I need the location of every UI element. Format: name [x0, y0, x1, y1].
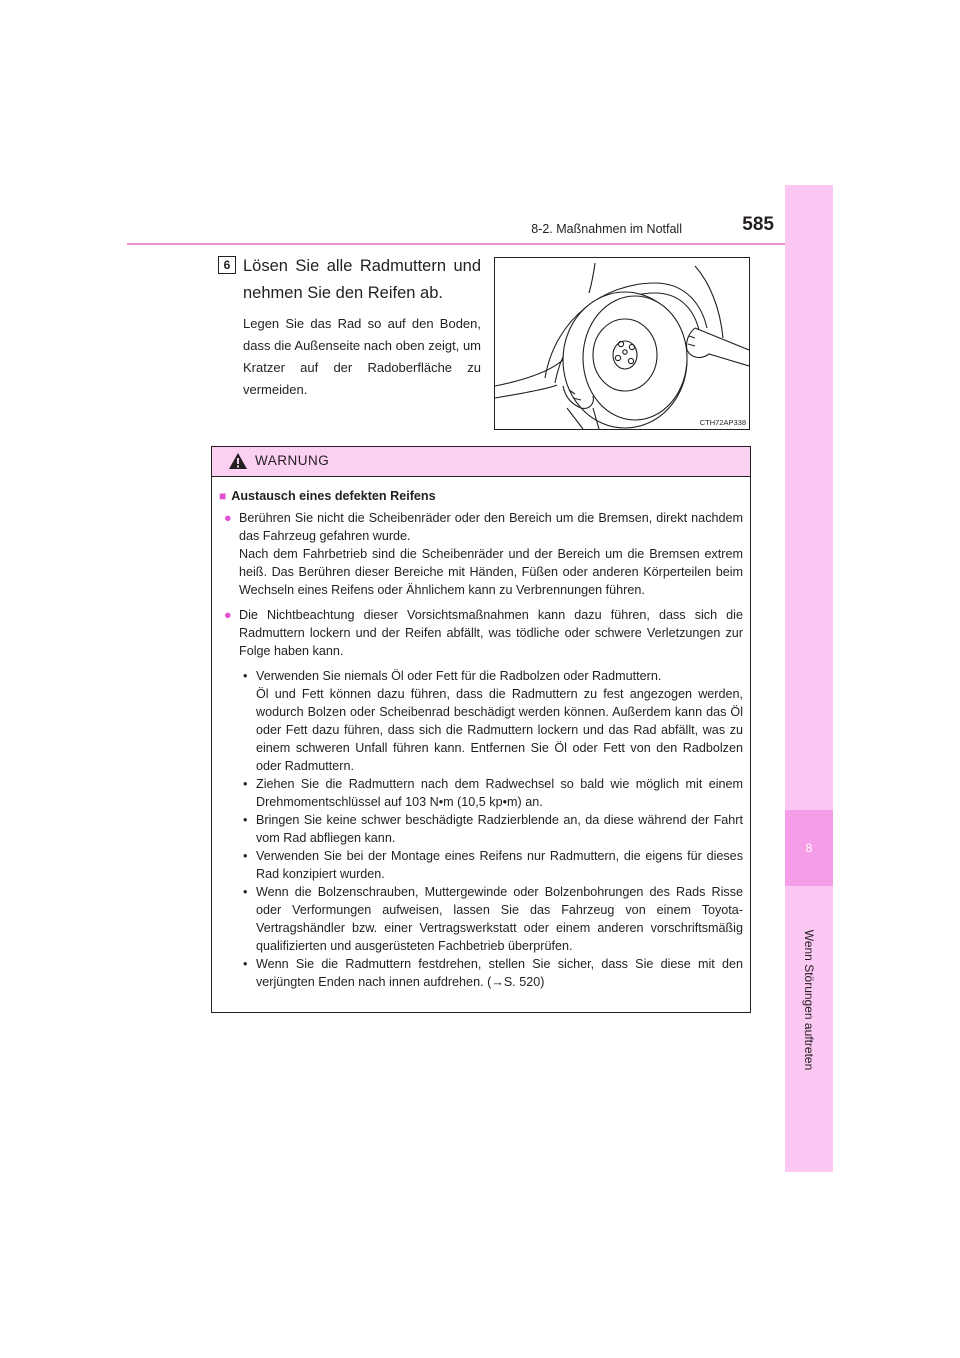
sublist-item — [243, 847, 743, 883]
figure-code: CTH72AP338 — [699, 418, 746, 427]
sublist-item — [243, 955, 743, 991]
sublist-item — [243, 883, 743, 955]
warning-triangle-icon — [228, 452, 248, 470]
sublist-item-text: Ziehen Sie die Radmuttern nach dem Radwechsel so bald wie möglich mit einem Drehmomentschlüssel auf 103 N•m (10,5 kp•m) an. — [256, 777, 743, 809]
circle-bullet-icon: ● — [224, 608, 232, 622]
square-bullet-icon: ■ — [219, 489, 227, 503]
warning-heading-text: Austausch eines defekten Reifens — [231, 489, 436, 503]
dot-bullet-icon: • — [243, 669, 248, 683]
sublist-item — [243, 775, 743, 811]
sublist-item-text: Bringen Sie keine schwer beschädigte Radzierblende an, da diese während der Fahrt vom Rad abfliegen kann. — [256, 813, 743, 845]
tire-removal-illustration — [494, 257, 750, 430]
dot-bullet-icon: • — [243, 849, 248, 863]
warning-heading — [219, 487, 743, 505]
sublist-item — [243, 667, 743, 775]
header-divider — [127, 243, 832, 245]
sublist-item-text: Wenn die Bolzenschrauben, Muttergewinde oder Bolzenbohrungen des Rads Risse oder Verformungen aufweisen, lassen Sie das Fahrzeug von einem Toyota-Vertragshändler bzw. einer Vertragswerkstatt oder einem anderen vorschriftsmäßig qualifizierten und ausgerüsteten Fachbetrieb überprüfen. — [256, 885, 743, 953]
warning-bullet — [219, 606, 743, 660]
dot-bullet-icon: • — [243, 777, 248, 791]
sublist-item-text: Wenn Sie die Radmuttern festdrehen, stellen Sie sicher, dass Sie diese mit den verjüngten Enden nach innen aufdrehen. (→S. 520) — [256, 957, 743, 989]
wheel-drawing — [495, 258, 749, 429]
warning-body — [219, 487, 743, 991]
step-title: Lösen Sie alle Radmuttern und nehmen Sie den Reifen ab. — [243, 257, 481, 302]
dot-bullet-icon: • — [243, 957, 248, 971]
warning-box — [211, 446, 751, 1013]
step-description: Legen Sie das Rad so auf den Boden, dass die Außenseite nach oben zeigt, um Kratzer auf der Radoberfläche zu vermeiden. — [243, 316, 481, 397]
chapter-number: 8 — [785, 810, 833, 886]
dot-bullet-icon: • — [243, 885, 248, 899]
step-number: 6 — [218, 256, 236, 274]
sublist-item-text: Verwenden Sie bei der Montage eines Reifens nur Radmuttern, die eigens für dieses Rad konzipiert wurden. — [256, 849, 743, 881]
warning-bullet — [219, 509, 743, 599]
warning-bullet-text: Berühren Sie nicht die Scheibenräder oder den Bereich um die Bremsen, direkt nachdem das Fahrzeug gefahren wurde. Nach dem Fahrbetrieb sind die Scheibenräder und der Bereich um die Bremsen extrem heiß. Das Berühren dieser Bereiche mit Händen, Füßen oder anderen Körperteilen beim Wechseln eines Reifens oder Ähnlichem kann zu Verbrennungen führen. — [239, 511, 743, 597]
chapter-label: Wenn Störungen auftreten — [802, 929, 816, 1071]
warning-title: WARNUNG — [255, 453, 330, 468]
circle-bullet-icon: ● — [224, 511, 232, 525]
warning-header — [212, 447, 750, 477]
page-number: 585 — [742, 214, 774, 235]
section-title: 8-2. Maßnahmen im Notfall — [531, 222, 682, 236]
sublist-item-text: Verwenden Sie niemals Öl oder Fett für die Radbolzen oder Radmuttern. Öl und Fett können dazu führen, dass die Radmuttern zu fest angezogen werden, wodurch Bolzen oder Scheibenrad beschädigt werden können. Außerdem kann das Öl oder Fett dazu führen, dass sich die Radmuttern lockern und das Rad abfällt, was zu einem schweren Unfall führen kann. Entfernen Sie Öl oder Fett von den Radbolzen oder Radmuttern. — [256, 669, 743, 773]
warning-bullet-text: Die Nichtbeachtung dieser Vorsichtsmaßnahmen kann dazu führen, dass sich die Radmuttern lockern und der Reifen abfällt, was tödliche oder schwere Verletzungen zur Folge haben kann. — [239, 608, 743, 658]
dot-bullet-icon: • — [243, 813, 248, 827]
sublist-item — [243, 811, 743, 847]
warning-sublist — [243, 667, 743, 991]
